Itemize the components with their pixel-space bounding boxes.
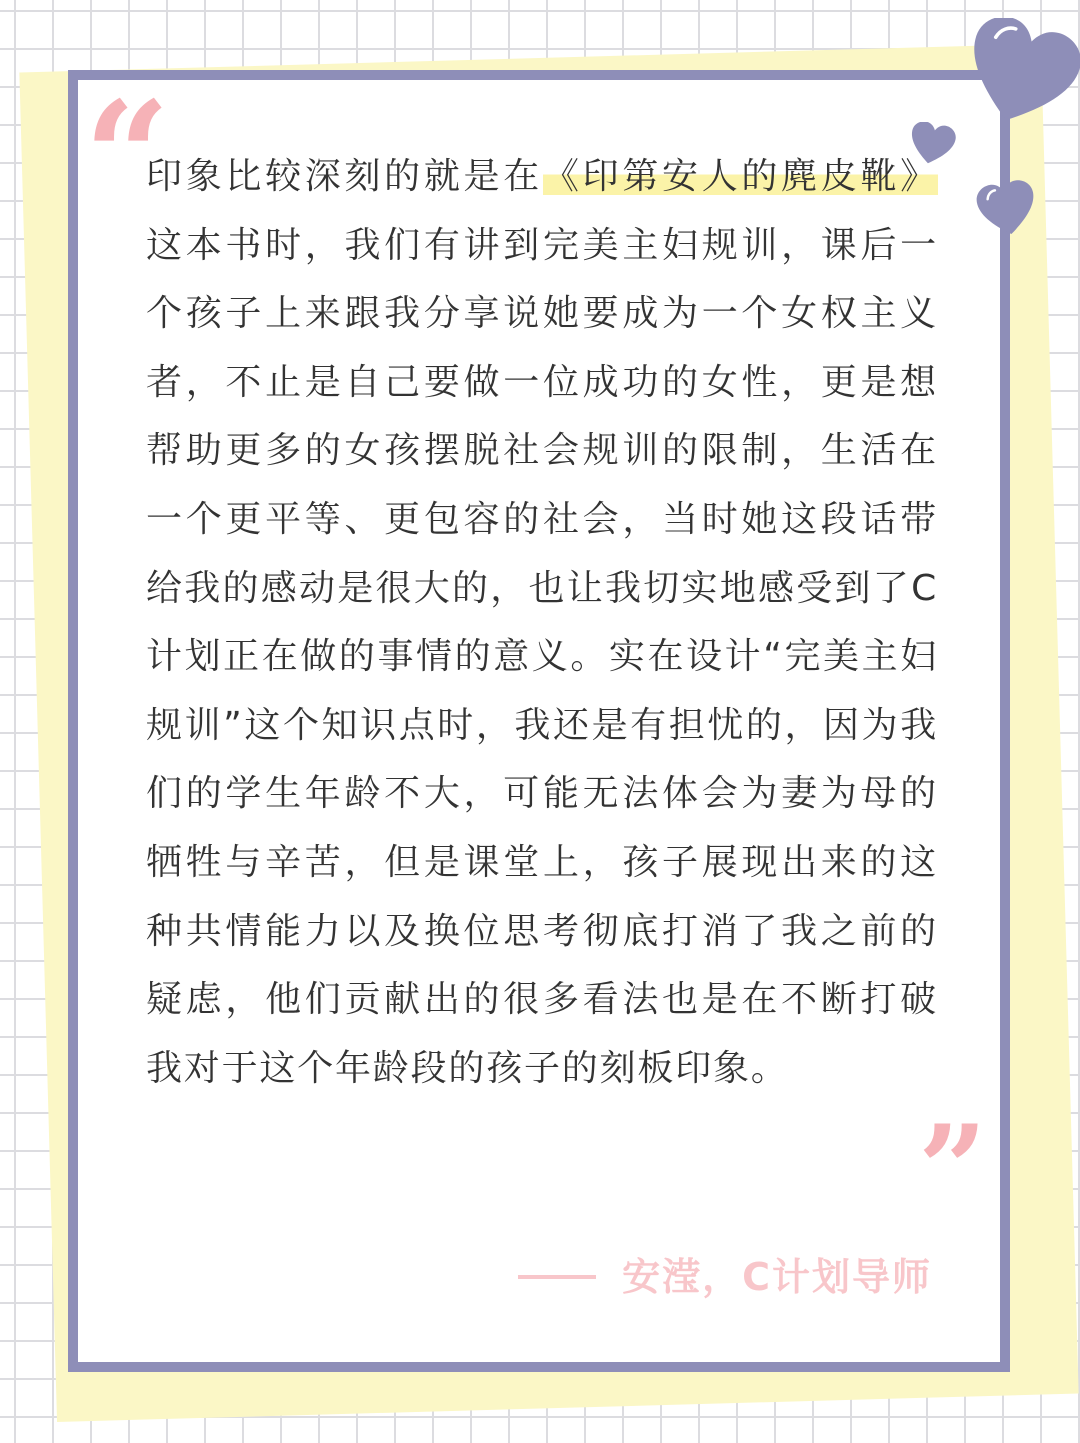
quote-body: [146, 143, 938, 1103]
heart-icon: [962, 18, 1080, 130]
heart-icon: [976, 180, 1038, 238]
open-quote-mark: “: [84, 69, 157, 245]
close-quote-mark: ”: [918, 1099, 976, 1240]
book-title-highlight: 《印第安人的麂皮靴》: [542, 156, 938, 197]
quote-text-before: 印象比较深刻的就是在: [146, 156, 543, 197]
attribution-text: 安滢，C计划导师: [622, 1255, 932, 1299]
attribution: [518, 1252, 932, 1302]
quote-text-after: 这本书时，我们有讲到完美主妇规训，课后一个孩子上来跟我分享说她要成为一个女权主义者，不止是自己要做一位成功的女性，更是想帮助更多的女孩摆脱社会规训的限制，生活在一个更平等、更包容的社会，当时她这段话带给我的感动是很大的，也让我切实地感受到了C计划正在做的事情的意义。实在设计“完美主妇规训”这个知识点时，我还是有担忧的，因为我们的学生年龄不大，可能无法体会为妻为母的牺牲与辛苦，但是课堂上，孩子展现出来的这种共情能力以及换位思考彻底打消了我之前的疑虑，他们贡献出的很多看法也是在不断打破我对于这个年龄段的孩子的刻板印象。: [146, 224, 938, 1089]
attribution-dash: [518, 1275, 596, 1279]
